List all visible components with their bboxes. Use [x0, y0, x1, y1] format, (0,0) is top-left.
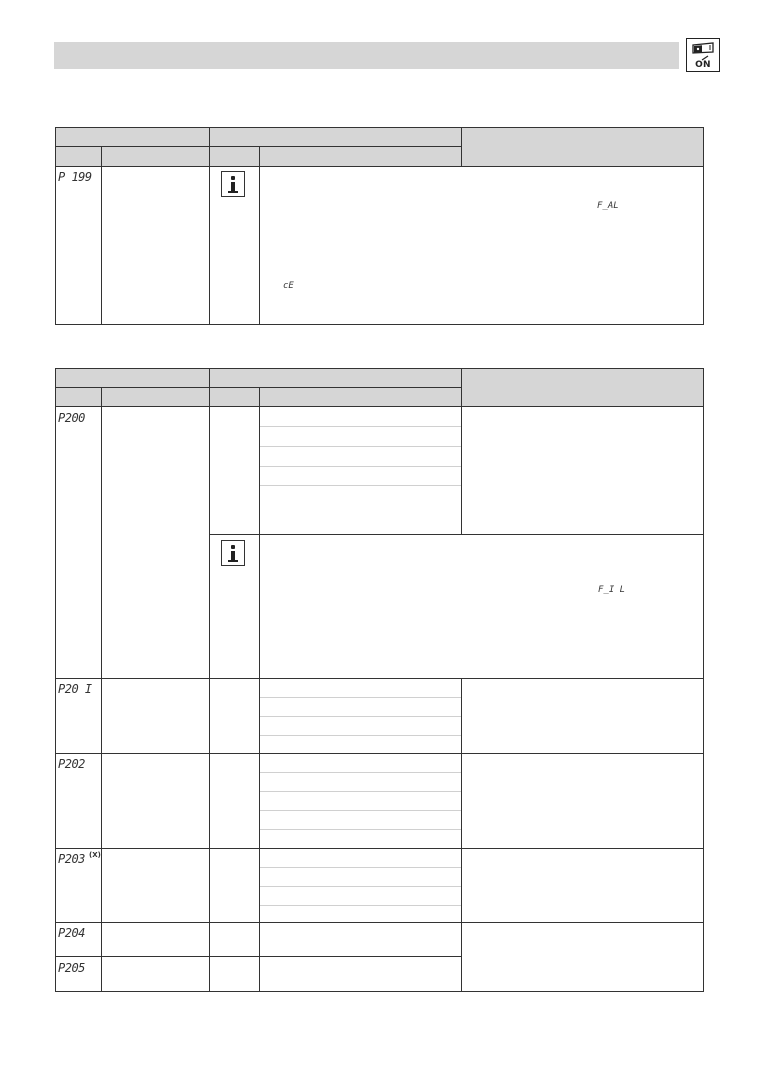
table-header	[56, 128, 703, 166]
switch-on-label: ON	[695, 60, 711, 70]
parameter-code: P202	[58, 757, 85, 771]
display-code: cE	[283, 281, 294, 291]
display-code: F_AL	[597, 201, 619, 211]
power-switch-on-icon	[686, 38, 720, 72]
parameter-code: P200	[58, 411, 85, 425]
info-icon	[221, 171, 245, 197]
footnote-mark: (X)	[89, 851, 101, 859]
parameter-code: P204	[58, 926, 85, 940]
display-code: F_I L	[598, 585, 626, 595]
page-header-bar	[54, 42, 679, 69]
parameter-table-2	[55, 368, 704, 992]
parameter-code: P203	[58, 852, 85, 866]
parameter-code: P 199	[58, 170, 92, 184]
parameter-code: P205	[58, 961, 85, 975]
parameter-table-1	[55, 127, 704, 325]
parameter-code: P20 I	[58, 682, 92, 696]
info-icon	[221, 540, 245, 566]
